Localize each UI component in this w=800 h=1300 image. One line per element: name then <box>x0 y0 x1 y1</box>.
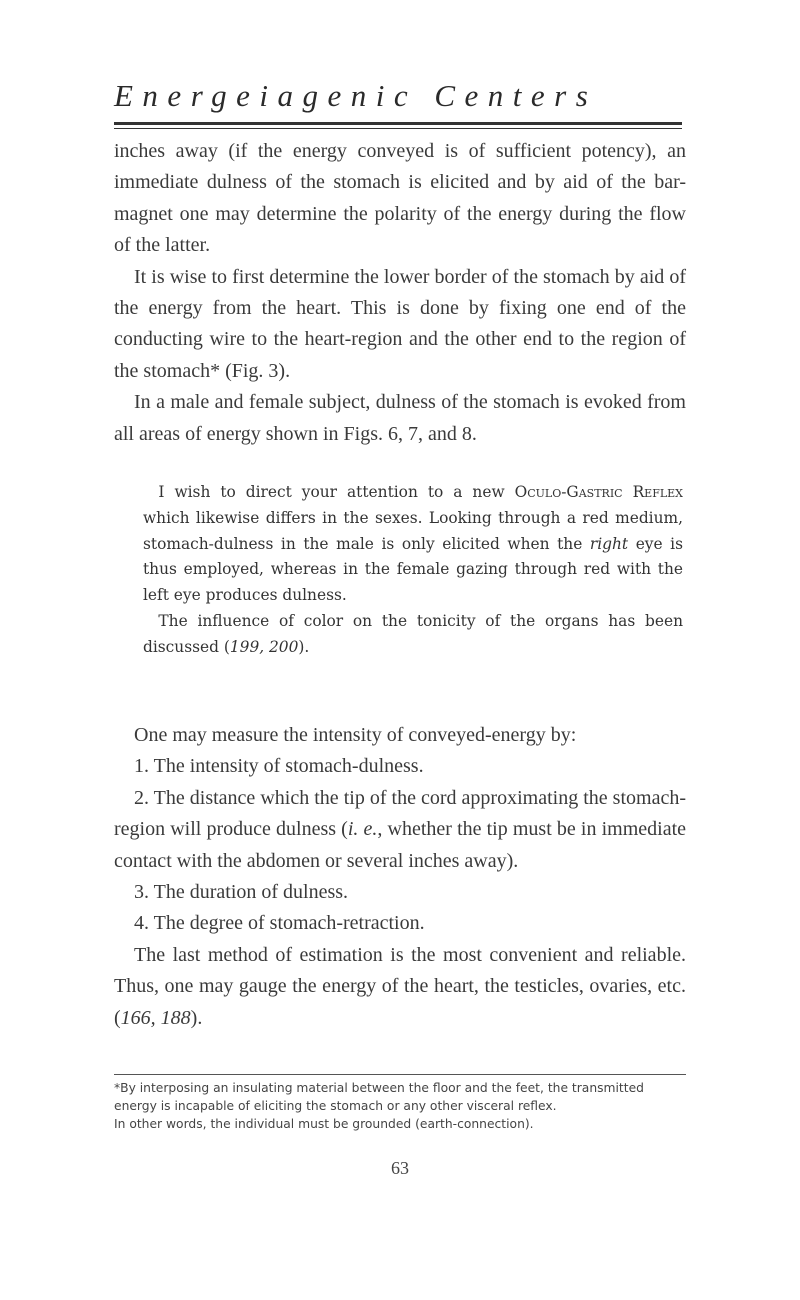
reflex-name: Oculo-Gastric Reflex <box>514 483 683 501</box>
header-rule-thick <box>114 122 682 125</box>
section-1 <box>114 136 686 450</box>
list-item: 3. The duration of dulness. <box>134 881 349 904</box>
footnote <box>114 1080 686 1133</box>
list-item: 2. The distance which the tip of the cord approximating the stomach-region will produce dulness (i. e., whether the tip must be in immediate contact with the abdomen or several inches away). <box>114 786 687 872</box>
paragraph: The influence of color on the tonicity of the organs has been discussed (199, 200). <box>143 611 683 656</box>
paragraph: In a male and female subject, dulness of the stomach is evoked from all areas of energy shown in Figs. 6, 7, and 8. <box>114 391 686 445</box>
footnote-text: *By interposing an insulating material between the floor and the feet, the transmitted energy is incapable of eliciting the stomach or any other visceral reflex. <box>114 1081 644 1113</box>
paragraph: The last method of estimation is the most convenient and reliable. Thus, one may gauge the energy of the heart, the testicles, ovaries, etc. (166, 188). <box>114 943 686 1029</box>
reference: 199, 200 <box>229 637 299 656</box>
footnote-rule <box>114 1074 686 1075</box>
list-item: 4. The degree of stomach-retraction. <box>134 912 425 935</box>
paragraph: inches away (if the energy conveyed is of sufficient potency), an immediate dulness of the stomach is elicited and by aid of the bar-magnet one may determine the polarity of the energy during the flow of the latter. <box>114 140 686 257</box>
paragraph: It is wise to first determine the lower border of the stomach by aid of the energy from the heart. This is done by fixing one end of the conducting wire to the heart-region and the other end to the region of the stomach* (Fig. 3). <box>114 265 686 382</box>
reference: 166, 188 <box>120 1006 191 1029</box>
section-2 <box>114 720 686 1034</box>
running-head: Energeiagenic Centers <box>114 78 598 113</box>
abbreviation: i. e. <box>347 818 378 841</box>
page-number: 63 <box>391 1158 409 1178</box>
list-item: 1. The intensity of stomach-dulness. <box>134 755 424 778</box>
paragraph: One may measure the intensity of conveyed-energy by: <box>134 724 577 746</box>
footnote-text: In other words, the individual must be grounded (earth-connection). <box>114 1116 534 1131</box>
reflex-note <box>143 480 683 661</box>
paragraph: I wish to direct your attention to a new Oculo-Gastric Reflex which likewise differs in the sexes. Looking through a red medium, stomach-dulness in the male is only elicited when the right eye is thus employed, whereas in the female gazing through red with the left eye produces dulness. <box>143 483 683 605</box>
header-rule-thin <box>114 128 682 129</box>
emphasis: right <box>589 534 629 553</box>
